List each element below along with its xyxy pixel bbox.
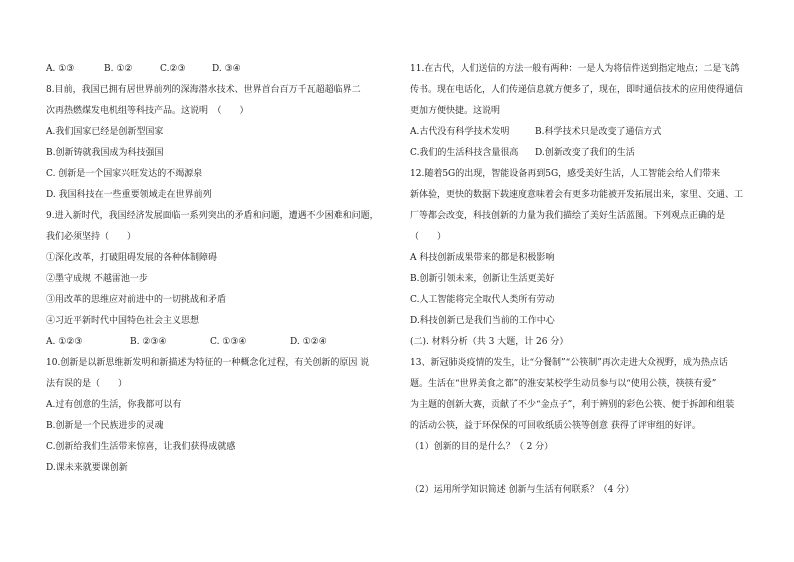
q9-stem-1: 9.进入新时代，我国经济发展面临一系列突出的矛盾和问题，遭遇不少困难和问题， xyxy=(46,211,379,221)
option-b: B. ①② xyxy=(104,64,133,74)
q8-option-d: D. 我国科技在一些重要领域走在世界前列 xyxy=(46,190,212,200)
section-heading: (二). 材料分析（共 3 大题，计 26 分） xyxy=(410,337,569,347)
q12-stem-4: （ ） xyxy=(410,232,447,242)
q13-sub-question-1: （1）创新的目的是什么？（ 2 分） xyxy=(410,442,554,452)
q11-options-row1 xyxy=(410,127,661,138)
q10-stem-1: 10.创新是以新思维新发明和新描述为特征的一种概念化过程，有关创新的原因 说 xyxy=(46,358,370,368)
q9-item-4: ④习近平新时代中国特色社会主义思想 xyxy=(46,316,200,326)
q13-stem-1: 13、新冠肺炎疫情的发生，让“分餐制”“公筷制”再次走进大众视野，成为热点话 xyxy=(410,358,728,368)
q13-sub-question-2: （2）运用所学知识简述 创新与生活有何联系？（4 分） xyxy=(410,485,635,495)
q12-option-b: B.创新引领未来，创新让生活更美好 xyxy=(410,274,555,284)
option-d: D. ①②④ xyxy=(290,337,327,347)
q8-option-c: C. 创新是一个国家兴旺发达的不竭源泉 xyxy=(46,169,203,179)
option-a: A. ①③ xyxy=(46,64,75,74)
q13-stem-4: 的活动公筷，益于环保保的可回收纸质公筷等创意 获得了评审组的好评。 xyxy=(410,421,701,431)
option-b: B. ②③④ xyxy=(130,337,167,347)
q9-item-1: ①深化改革，打破阻碍发展的各种体制障碍 xyxy=(46,253,218,263)
q8-stem-2: 次再热燃煤发电机组等科技产品。这说明 （ ） xyxy=(46,106,249,116)
q12-option-d: D.科技创新已是我们当前的工作中心 xyxy=(410,316,555,326)
option-a: A.古代没有科学技术发明 xyxy=(410,127,510,137)
q7-options xyxy=(46,64,241,75)
q9-stem-2: 我们必须坚持（ ） xyxy=(46,232,137,242)
option-c: C.②③ xyxy=(160,64,186,74)
q11-stem-1: 11.在古代，人们送信的方法一般有两种：一是人为将信件送到指定地点；二是飞鸽 xyxy=(410,64,740,74)
q10-option-d: D.课未来就要课创新 xyxy=(46,463,128,473)
q12-option-a: A 科技创新成果带来的都是积极影响 xyxy=(410,253,555,263)
q9-item-2: ②墨守成规 不越雷池一步 xyxy=(46,274,148,284)
q12-stem-2: 新体验，更快的数据下载速度意味着会有更多功能被开发拓展出来，家里、交通、工 xyxy=(410,190,744,200)
q8-option-a: A.我们国家已经是创新型国家 xyxy=(46,127,164,137)
q11-stem-2: 传书。现在电话化，人们传递信息就方便多了，现在，即时通信技术的应用使得通信 xyxy=(410,85,744,95)
option-c: C.我们的生活科技含量很高 xyxy=(410,148,519,158)
option-c: C. ①③④ xyxy=(210,337,247,347)
option-d: D. ③④ xyxy=(212,64,241,74)
q13-stem-2: 题。生活在“世界美食之都”的淮安某校学生动员参与以“使用公筷，筷筷有爱” xyxy=(410,379,717,389)
q12-option-c: C.人工智能将完全取代人类所有劳动 xyxy=(410,295,555,305)
q11-stem-3: 更加方便快捷。这说明 xyxy=(410,106,501,116)
q8-stem-1: 8.目前，我国已拥有居世界前列的深海潜水技术、世界首台百万千瓦超超临界二 xyxy=(46,85,361,95)
q10-option-c: C.创新给我们生活带来惊喜，让我们获得成就感 xyxy=(46,442,236,452)
q13-stem-3: 为主题的创新大赛，贡献了不少“金点子”，利于辨别的彩色公筷、便于拆卸和组装 xyxy=(410,400,735,410)
q11-options-row2 xyxy=(410,148,635,159)
option-a: A. ①②③ xyxy=(46,337,83,347)
q12-stem-1: 12.随着5G的出现，智能设备再到5G，感受美好生活，人工智能会给人们带来 xyxy=(410,169,721,179)
q12-stem-3: 厂等都会改变，科技创新的力量为我们描绘了美好生活蓝图。下列观点正确的是 xyxy=(410,211,726,221)
q10-option-a: A.过有创意的生活，你我都可以有 xyxy=(46,400,182,410)
q9-options xyxy=(46,337,327,348)
option-d: D.创新改变了我们的生活 xyxy=(535,148,635,158)
q8-option-b: B.创新铸就我国成为科技强国 xyxy=(46,148,164,158)
q9-item-3: ③用改革的思维应对前进中的一切挑战和矛盾 xyxy=(46,295,227,305)
q10-option-b: B.创新是一个民族进步的灵魂 xyxy=(46,421,164,431)
q10-stem-2: 法有误的是（ ） xyxy=(46,379,128,389)
option-b: B.科学技术只是改变了通信方式 xyxy=(535,127,662,137)
